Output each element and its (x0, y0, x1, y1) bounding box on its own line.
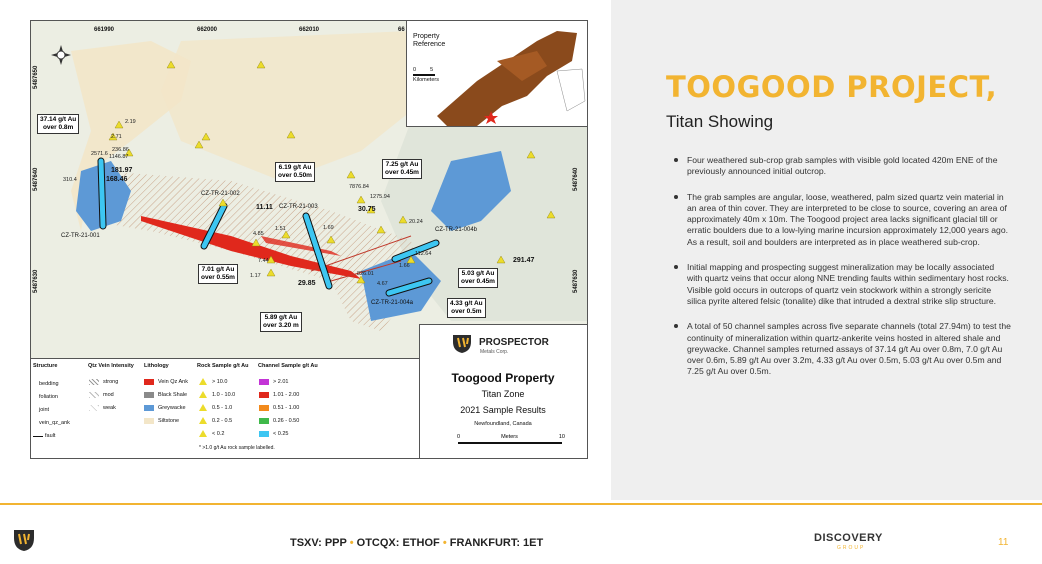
discovery-logo-text: DISCOVERY (814, 532, 883, 544)
callout-6-line2: over 0.45m (461, 278, 495, 285)
callout-6 (458, 268, 498, 288)
zone-name: Titan Zone (481, 389, 525, 399)
bullet-item: Four weathered sub-crop grab samples with visible gold located 420m ENE of the previously announced initial outcrop. (673, 155, 1011, 178)
coord-top-2: 662000 (197, 27, 218, 33)
trench-label-001: CZ-TR-21-001 (61, 233, 100, 239)
legend-rock-3: 0.2 - 0.5 (212, 418, 233, 424)
ticker-separator: • (349, 537, 354, 549)
sample-value: 291.47 (513, 257, 535, 264)
callout-1-line2: over 0.8m (42, 124, 74, 131)
meters-scale-ten: 10 (558, 434, 565, 440)
sample-value: 1146.87 (109, 154, 129, 160)
legend-channel-swatch (259, 431, 269, 437)
sample-value: 1.51 (275, 226, 286, 232)
sample-value: 7.44 (258, 258, 269, 264)
sample-value: 20.24 (409, 219, 423, 225)
reference-title-1: Property (413, 33, 440, 40)
bullet-item: Initial mapping and prospecting suggest mineralization may be locally associated with quartz veins that occur along NNE trending faults within sedimentary host rocks. Visible gold occurs in outcrops of quartz vein stockwork within a strongly sericite silica pyrite altered felsic (tonalite) dike that intruded a dextral strike slip structure. (673, 262, 1011, 307)
fault-symbol (33, 436, 43, 437)
map-legend (31, 358, 419, 459)
trench-label-004a: CZ-TR-21-004a (371, 300, 414, 306)
page-title: TOOGOOD PROJECT, (666, 70, 998, 104)
trench-label-003: CZ-TR-21-003 (279, 204, 318, 210)
legend-rock-4: < 0.2 (212, 431, 225, 437)
legend-rock-1: 1.0 - 10.0 (212, 392, 236, 398)
prospector-footer-logo-icon (12, 527, 36, 553)
legend-rock-0: > 10.0 (212, 379, 228, 385)
property-name: Toogood Property (451, 371, 555, 385)
ref-scale-unit: Kilometers (413, 77, 439, 83)
north-arrow (51, 45, 71, 65)
meters-scale-labels (457, 434, 565, 440)
sample-value: 11.11 (256, 204, 273, 211)
discovery-logo-sub: GROUP (837, 545, 866, 551)
meters-scale-bar (458, 442, 562, 444)
legend-qtz-0: strong (103, 379, 119, 385)
coord-left-2: 5487640 (33, 167, 39, 191)
sample-value: 2.71 (111, 134, 122, 140)
trench-label-004b: CZ-TR-21-004b (435, 227, 478, 233)
callout-1-line1: 37.14 g/t Au (40, 116, 77, 123)
callout-2 (275, 162, 315, 182)
callout-4-line2: over 0.55m (201, 274, 235, 281)
coord-right-2: 5487630 (573, 269, 579, 293)
meters-scale-zero: 0 (457, 434, 461, 440)
legend-heading-structure: Structure (33, 363, 58, 369)
legend-rock-icon (199, 391, 207, 398)
reference-scale (413, 67, 439, 83)
legend-vein-swatch (144, 379, 154, 385)
sample-value: 1.69 (323, 225, 334, 231)
company-name: PROSPECTOR (479, 337, 549, 348)
sample-value: 2.19 (125, 119, 136, 125)
stock-tickers (290, 537, 543, 549)
sample-value: 4.67 (377, 281, 388, 287)
bullet-item: The grab samples are angular, loose, weathered, palm sized quartz vein material in an area of thin cover. They are interpreted to be close to source, covering an area of approximately 40m x 10m. The Toogood project area lacks significant glacial till or erratic boulders due to a low-lying marine incursion approximately 12,000 years ago. As a result, soil and boulders are interpreted as in place weathered sub-crop. (673, 192, 1011, 248)
legend-structure-3: vein_qz_ank (39, 420, 70, 426)
legend-channel-4: < 0.25 (273, 431, 289, 437)
callout-4-line1: 7.01 g/t Au (201, 266, 235, 273)
sample-value: 236.86 (112, 147, 129, 153)
callout-5-line2: over 3.20 m (263, 322, 299, 329)
callout-7 (447, 298, 486, 318)
legend-structure-4: fault (45, 433, 56, 439)
legend-note: * >1.0 g/t Au rock sample labelled. (199, 445, 275, 451)
legend-shale-swatch (144, 392, 154, 398)
callout-3 (382, 159, 422, 179)
legend-channel-3: 0.26 - 0.50 (273, 418, 300, 424)
callout-1 (37, 114, 79, 134)
page-subtitle: Titan Showing (666, 112, 774, 131)
sample-value: 1275.94 (370, 194, 390, 200)
callout-4 (198, 264, 238, 284)
trench-label-002: CZ-TR-21-002 (201, 191, 240, 197)
sample-value: 2571.6 (91, 151, 108, 157)
legend-rock-icon (199, 430, 207, 437)
legend-qtz-2: weak (103, 405, 116, 411)
sample-value: 826.01 (357, 271, 374, 277)
coord-top-1: 661990 (94, 27, 115, 33)
legend-channel-swatch (259, 405, 269, 411)
sample-value: 181.97 (111, 167, 133, 174)
reference-title-2: Reference (413, 41, 446, 48)
ticker-frankfurt: FRANKFURT: 1ET (449, 537, 544, 549)
legend-rock-icon (199, 404, 207, 411)
legend-lith-0: Vein Qz Ank (158, 379, 188, 385)
legend-heading-qtz: Qtz Vein Intensity (88, 363, 134, 369)
results-title: 2021 Sample Results (460, 405, 546, 415)
legend-greywacke-swatch (144, 405, 154, 411)
outcrop-area (161, 31, 411, 181)
ref-scale-five: 5 (430, 67, 434, 73)
bullet-list (673, 155, 1011, 392)
legend-rock-icon (199, 378, 207, 385)
bullet-item: A total of 50 channel samples across five separate channels (total 27.94m) to test the continuity of mineralization within quartz-ankerite veins hosted in altered shale and greywacke. Channel samples returned assays of 37.14 g/t Au over 0.8m, 7.0 g/t Au over 0.6m, 5.89 g/t Au over 3.2m, 4.33 g/t Au over 0.5m, 5.03 g/t Au over 0.5m and 7.25 g/t Au over 0.5m. (673, 321, 1011, 377)
ref-scale-bar (413, 74, 435, 76)
sample-value: 7876.84 (349, 184, 369, 190)
legend-heading-rock: Rock Sample g/t Au (197, 363, 249, 369)
sample-value: 29.85 (298, 280, 316, 287)
callout-7-line2: over 0.5m (451, 308, 482, 315)
legend-lith-1: Black Shale (158, 392, 188, 398)
legend-structure-1: foliation (39, 394, 58, 400)
legend-structure-2: joint (39, 407, 50, 413)
company-sub: Metals Corp. (480, 349, 509, 355)
coord-right-1: 5487640 (573, 167, 579, 191)
sample-value: 30.75 (358, 206, 376, 213)
legend-channel-swatch (259, 418, 269, 424)
legend-channel-swatch (259, 379, 269, 385)
coord-left-1: 5487650 (33, 65, 39, 89)
callout-7-line1: 4.33 g/t Au (450, 300, 483, 307)
coord-left-3: 5487630 (33, 269, 39, 293)
reference-title (413, 33, 445, 49)
legend-rock-2: 0.5 - 1.0 (212, 405, 233, 411)
legend-heading-lithology: Lithology (144, 363, 169, 369)
legend-channel-0: > 2.01 (273, 379, 289, 385)
coord-top-4: 66 (398, 27, 405, 33)
sample-value: 310.4 (63, 177, 77, 183)
location-text: Newfoundland, Canada (474, 421, 532, 427)
legend-structure-0: bedding (39, 381, 59, 387)
prospector-logo (451, 332, 473, 354)
ticker-tsxv: TSXV: PPP (290, 537, 347, 549)
callout-6-line1: 5.03 g/t Au (461, 270, 495, 277)
legend-weak-swatch (89, 405, 99, 411)
geology-map (30, 20, 588, 459)
page-number: 11 (998, 537, 1009, 548)
ref-scale-zero: 0 (413, 67, 417, 73)
callout-3-line1: 7.25 g/t Au (385, 161, 419, 168)
callout-5-line1: 5.89 g/t Au (264, 314, 298, 321)
legend-siltstone-swatch (144, 418, 154, 424)
meters-scale-unit: Meters (501, 434, 518, 440)
callout-2-line2: over 0.50m (278, 172, 312, 179)
coord-top-3: 662010 (299, 27, 320, 33)
sample-value: 1.66 (399, 263, 410, 269)
callout-3-line2: over 0.45m (385, 169, 419, 176)
legend-strong-swatch (89, 379, 99, 385)
ticker-separator: • (442, 537, 447, 549)
sample-value: 1.17 (250, 273, 261, 279)
legend-mod-swatch (89, 392, 99, 398)
trench-001-fill (101, 161, 103, 226)
legend-qtz-1: mod (103, 392, 114, 398)
ticker-otcqx: OTCQX: ETHOF (356, 537, 440, 549)
legend-heading-channel: Channel Sample g/t Au (258, 363, 318, 369)
legend-lith-2: Greywacke (158, 405, 186, 411)
legend-channel-2: 0.51 - 1.00 (273, 405, 300, 411)
footer-divider (0, 503, 1042, 505)
legend-lith-3: Siltstone (158, 418, 180, 424)
callout-2-line1: 6.19 g/t Au (278, 164, 312, 171)
sample-value: 112.64 (415, 251, 432, 257)
callout-5 (260, 312, 302, 332)
legend-channel-swatch (259, 392, 269, 398)
sample-value: 168.46 (106, 176, 128, 183)
legend-channel-1: 1.01 - 2.00 (273, 392, 300, 398)
legend-rock-icon (199, 417, 207, 424)
sample-value: 4.85 (253, 231, 264, 237)
